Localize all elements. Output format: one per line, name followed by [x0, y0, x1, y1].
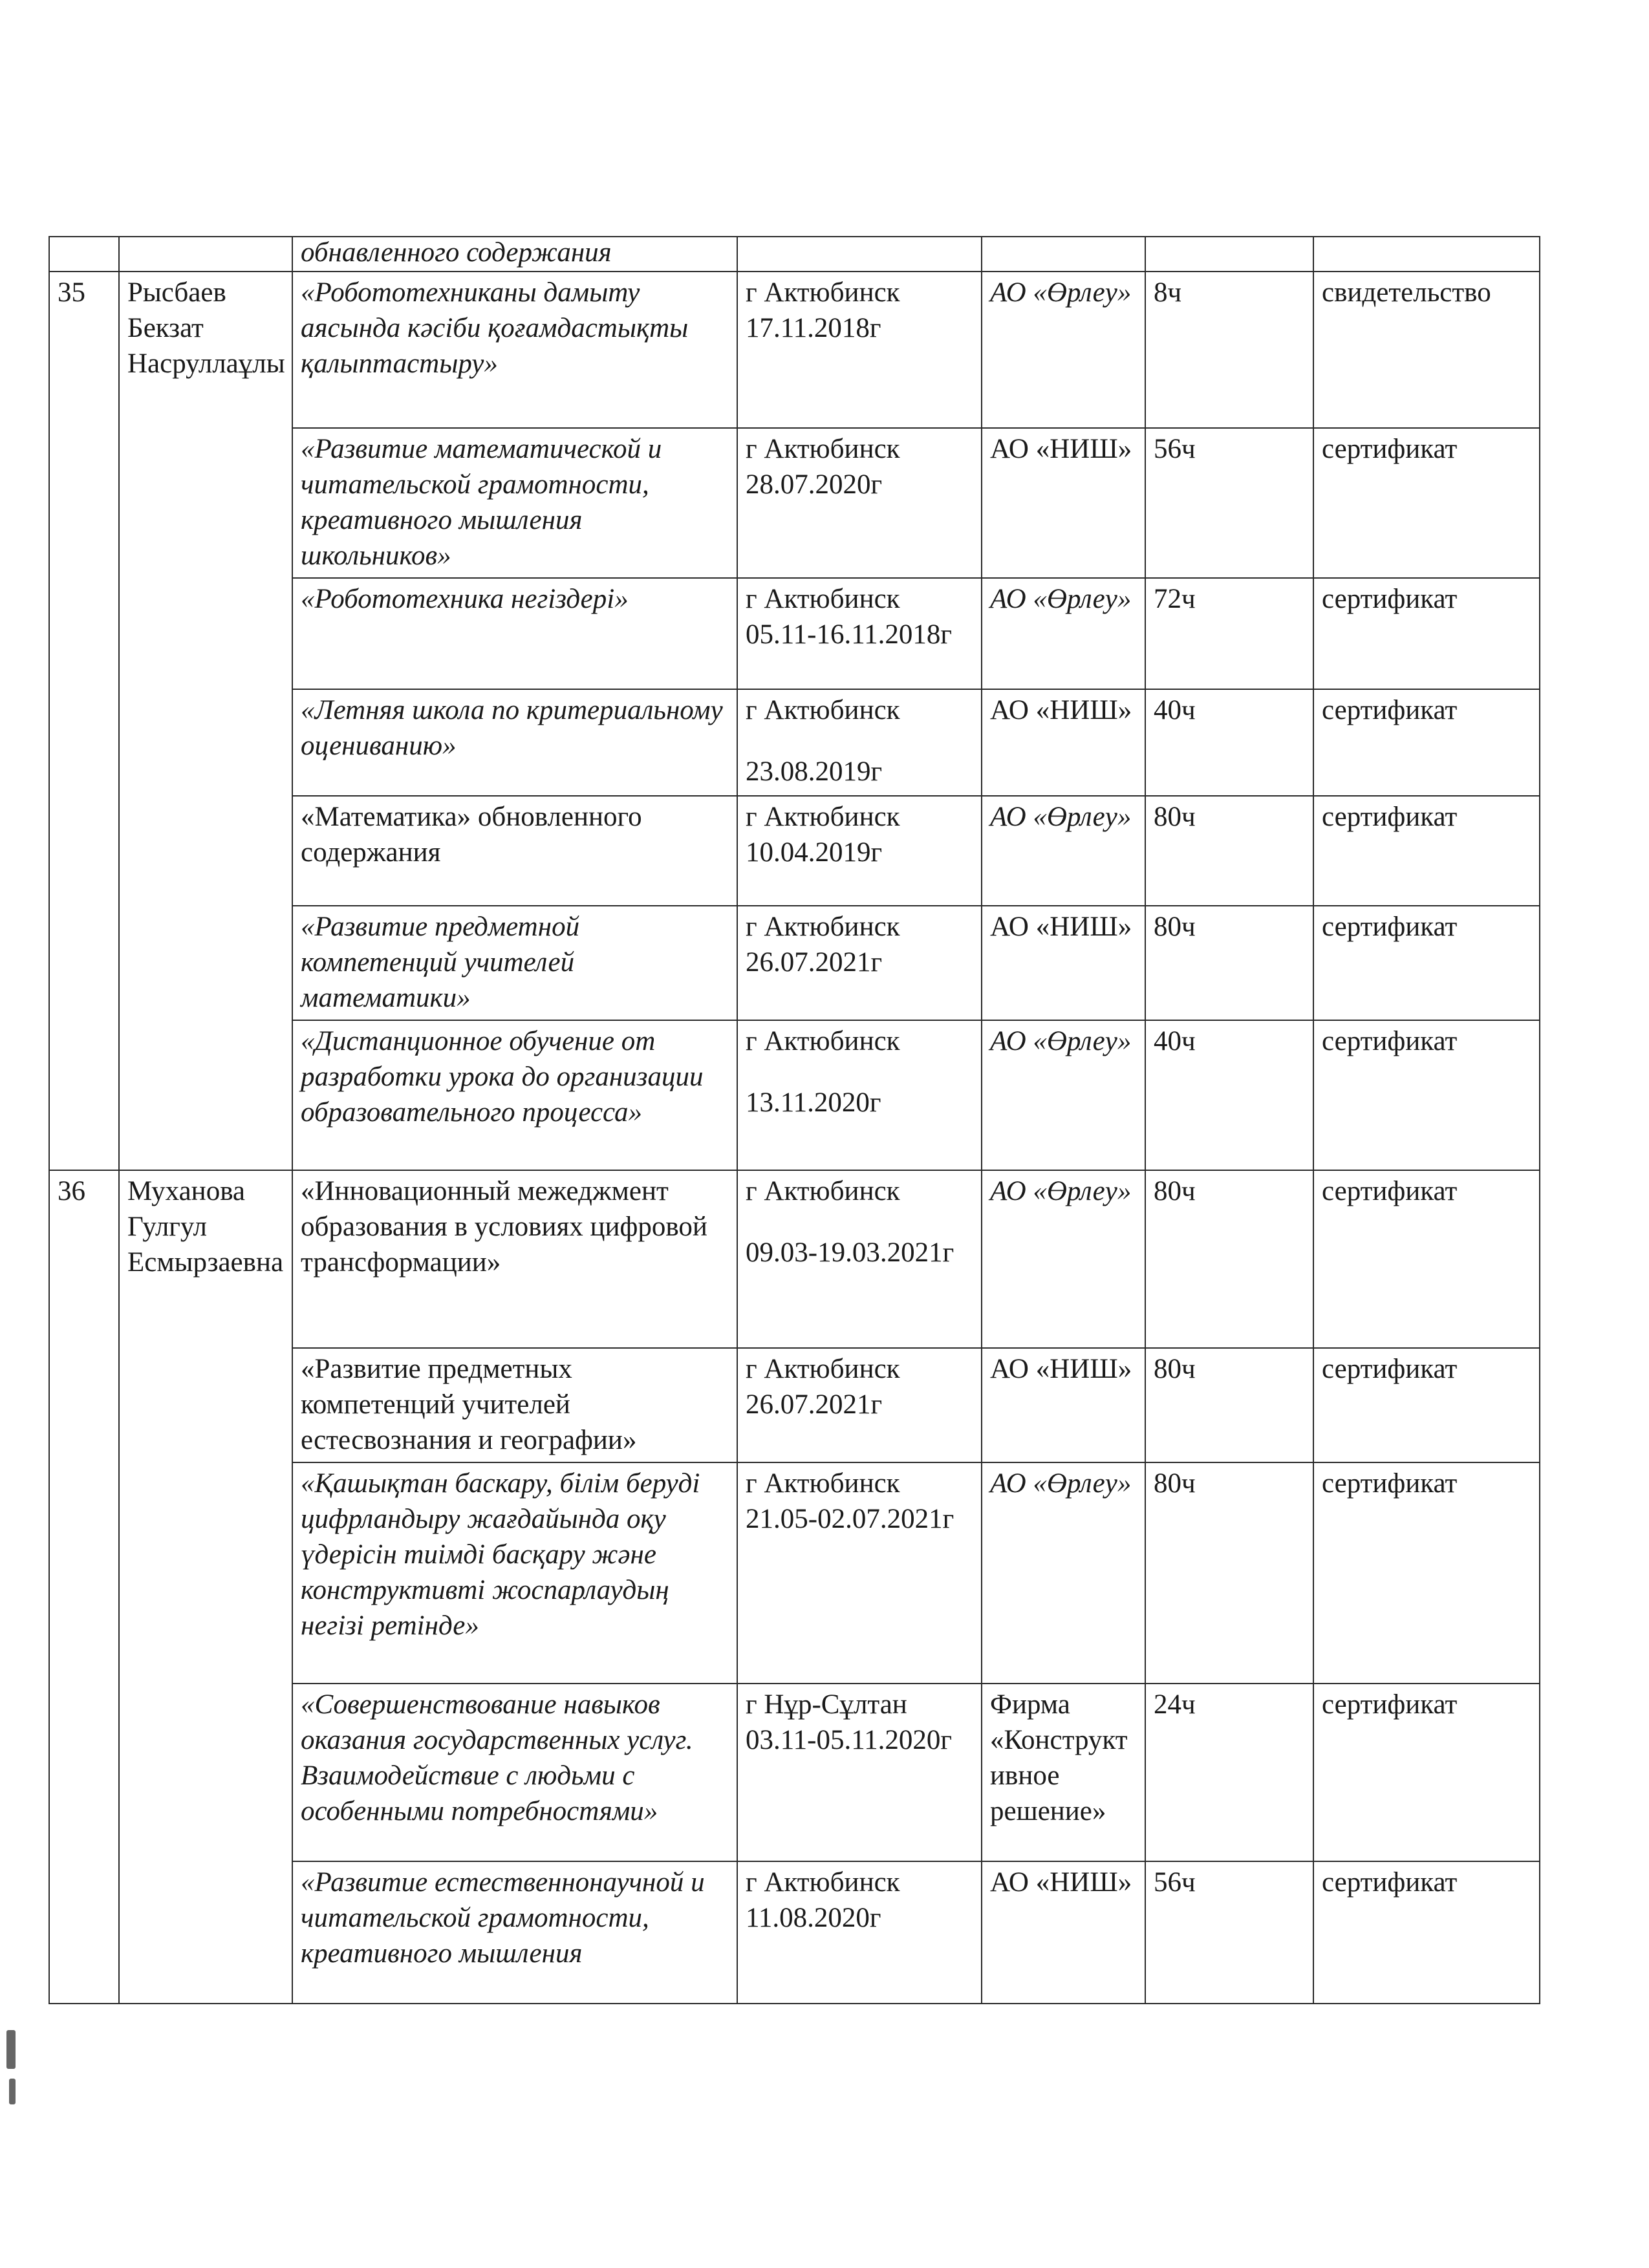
place-date-cell [737, 796, 982, 906]
course-cell: «Робототехниканы дамыту аясында кәсіби қоғамдастықты қалыптастыру» [292, 272, 737, 428]
document-cell: сертификат [1313, 906, 1540, 1020]
course-cell: «Математика» обновленного содержания [292, 796, 737, 906]
organization-cell: АО «НИШ» [982, 1348, 1145, 1462]
course-cell: «Инновационный межеджмент образования в условиях цифровой трансформации» [292, 1170, 737, 1348]
continuation-row [49, 237, 1540, 272]
course-cell: «Развитие математической и читательской грамотности, креативного мышления школьников» [292, 428, 737, 578]
date-text: 28.07.2020г [746, 469, 883, 500]
date-text: 13.11.2020г [746, 1087, 881, 1118]
date-text: 11.08.2020г [746, 1903, 881, 1933]
document-cell: сертификат [1313, 1684, 1540, 1861]
date-text: 26.07.2021г [746, 947, 883, 978]
place-text: г Актюбинск [746, 695, 900, 725]
person-number: 36 [49, 1170, 119, 2004]
date-text: 17.11.2018г [746, 313, 881, 343]
place-text: г Актюбинск [746, 1176, 900, 1206]
date-text: 21.05-02.07.2021г [746, 1504, 954, 1534]
person-name: Муханова Гулгул Есмырзаевна [119, 1170, 292, 2004]
place-date-cell [737, 1170, 982, 1348]
date-text: 05.11-16.11.2018г [746, 619, 953, 650]
document-cell: сертификат [1313, 689, 1540, 796]
table-row [49, 1170, 1540, 1348]
course-cell: «Робототехника негіздері» [292, 578, 737, 689]
place-date-cell [737, 689, 982, 796]
place-date-cell [737, 1462, 982, 1684]
course-cell: «Дистанционное обучение от разработки урока до организации образовательного процесса» [292, 1020, 737, 1170]
organization-cell: АО «Өрлеу» [982, 1020, 1145, 1170]
place-text: г Актюбинск [746, 277, 900, 308]
course-cell: «Совершенствование навыков оказания государственных услуг. Взаимодействие с людьми с особенными потребностями» [292, 1684, 737, 1861]
place-text: г Актюбинск [746, 912, 900, 942]
organization-cell: Фирма «Конструктивное решение» [982, 1684, 1145, 1861]
document-cell: сертификат [1313, 1348, 1540, 1462]
document-cell: сертификат [1313, 1462, 1540, 1684]
date-text: 03.11-05.11.2020г [746, 1725, 953, 1755]
organization-cell: АО «Өрлеу» [982, 796, 1145, 906]
hours-cell: 80ч [1145, 1170, 1313, 1348]
place-text: г Актюбинск [746, 434, 900, 464]
organization-cell: АО «Өрлеу» [982, 272, 1145, 428]
place-date-cell [737, 1684, 982, 1861]
place-date-cell [737, 428, 982, 578]
organization-cell: АО «НИШ» [982, 1861, 1145, 2004]
organization-cell: АО «Өрлеу» [982, 1170, 1145, 1348]
place-text: г Нұр-Сұлтан [746, 1689, 907, 1720]
hours-cell: 40ч [1145, 1020, 1313, 1170]
date-text: 26.07.2021г [746, 1389, 883, 1420]
place-date-cell [737, 1020, 982, 1170]
courses-table [48, 236, 1540, 2004]
hours-cell: 56ч [1145, 428, 1313, 578]
date-text: 09.03-19.03.2021г [746, 1237, 954, 1268]
organization-cell: АО «Өрлеу» [982, 1462, 1145, 1684]
place-date-cell [737, 1861, 982, 2004]
course-cell: «Қашықтан баскару, білім беруді цифрландыру жағдайында оқу үдерісін тиімді басқару және конструктивті жоспарлаудың негізі ретінде» [292, 1462, 737, 1684]
document-cell: сертификат [1313, 1861, 1540, 2004]
organization-cell: АО «НИШ» [982, 906, 1145, 1020]
person-number: 35 [49, 272, 119, 1170]
organization-cell: АО «НИШ» [982, 428, 1145, 578]
document-cell: сертификат [1313, 428, 1540, 578]
organization-cell: АО «Өрлеу» [982, 578, 1145, 689]
hours-cell: 80ч [1145, 796, 1313, 906]
course-cell: «Развитие естественнонаучной и читательской грамотности, креативного мышления [292, 1861, 737, 2004]
date-text: 23.08.2019г [746, 756, 883, 787]
scan-mark [9, 2079, 16, 2104]
course-cell: «Летняя школа по критериальному оцениванию» [292, 689, 737, 796]
course-cell: «Развитие предметной компетенций учителей математики» [292, 906, 737, 1020]
hours-cell: 80ч [1145, 1348, 1313, 1462]
hours-cell: 80ч [1145, 1462, 1313, 1684]
hours-cell: 24ч [1145, 1684, 1313, 1861]
person-name: Рысбаев Бекзат Насруллаұлы [119, 272, 292, 1170]
document-cell: сертификат [1313, 1170, 1540, 1348]
scan-mark [6, 2030, 16, 2069]
hours-cell: 72ч [1145, 578, 1313, 689]
course-cell: «Развитие предметных компетенций учителей естесвознания и географии» [292, 1348, 737, 1462]
place-date-cell [737, 578, 982, 689]
place-text: г Актюбинск [746, 1867, 900, 1898]
hours-cell: 40ч [1145, 689, 1313, 796]
document-cell: сертификат [1313, 578, 1540, 689]
document-cell: сертификат [1313, 796, 1540, 906]
date-text: 10.04.2019г [746, 837, 883, 868]
hours-cell: 8ч [1145, 272, 1313, 428]
place-text: г Актюбинск [746, 1468, 900, 1499]
place-date-cell [737, 1348, 982, 1462]
document-cell: свидетельство [1313, 272, 1540, 428]
hours-cell: 56ч [1145, 1861, 1313, 2004]
place-date-cell [737, 272, 982, 428]
organization-cell: АО «НИШ» [982, 689, 1145, 796]
place-text: г Актюбинск [746, 1354, 900, 1384]
place-date-cell [737, 906, 982, 1020]
hours-cell: 80ч [1145, 906, 1313, 1020]
place-text: г Актюбинск [746, 584, 900, 614]
place-text: г Актюбинск [746, 1026, 900, 1056]
document-cell: сертификат [1313, 1020, 1540, 1170]
table-row [49, 272, 1540, 428]
course-cell: обнавленного содержания [292, 237, 737, 272]
place-text: г Актюбинск [746, 802, 900, 832]
